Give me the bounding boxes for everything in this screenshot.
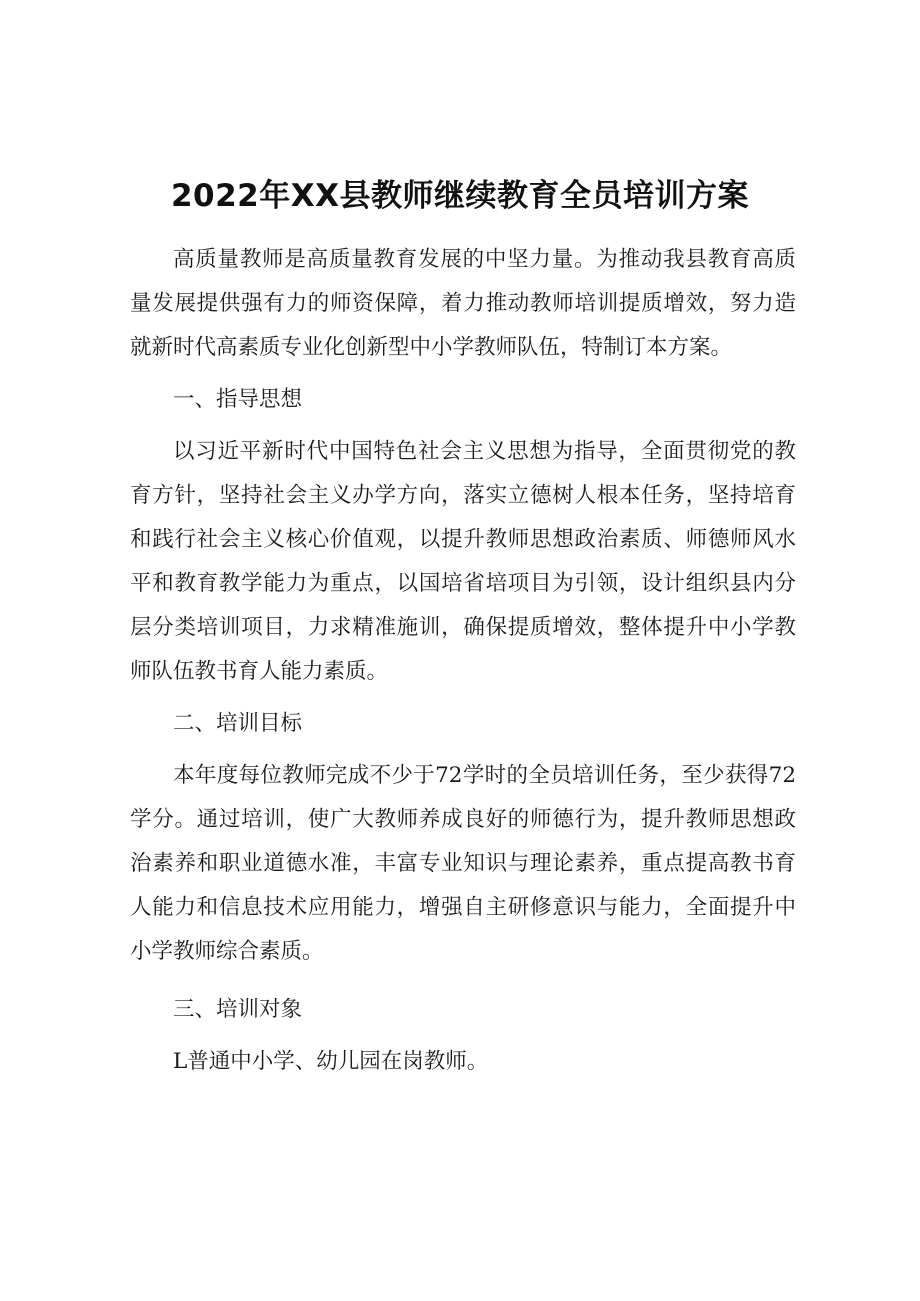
section-heading-training-targets: 三、培训对象: [173, 997, 303, 1022]
section-heading-guiding-ideology: 一、指导思想: [173, 387, 303, 412]
section-paragraph-guiding-ideology: 以习近平新时代中国特色社会主义思想为指导，全面贯彻党的教育方针，坚持社会主义办学方向，落实立德树人根本任务，坚持培育和践行社会主义核心价值观，以提升教师思想政治素质、师德师风水平和教育教学能力为重点，以国培省培项目为引领，设计组织县内分层分类培训项目，力求精准施训，确保提质增效，整体提升中小学教师队伍教书育人能力素质。: [130, 439, 796, 684]
document-body: [130, 238, 796, 1084]
document-title: 2022年XX县教师继续教育全员培训方案: [170, 178, 750, 214]
intro-paragraph: 高质量教师是高质量教育发展的中坚力量。为推动我县教育高质量发展提供强有力的师资保障，着力推动教师培训提质增效，努力造就新时代高素质专业化创新型中小学教师队伍，特制订本方案。: [130, 247, 796, 360]
section-paragraph-training-goals: 本年度每位教师完成不少于72学时的全员培训任务，至少获得72学分。通过培训，使广大教师养成良好的师德行为，提升教师思想政治素养和职业道德水准，丰富专业知识与理论素养，重点提高教书育人能力和信息技术应用能力，增强自主研修意识与能力，全面提升中小学教师综合素质。: [130, 763, 796, 964]
section-paragraph-training-targets: L普通中小学、幼儿园在岗教师。: [173, 1049, 489, 1074]
section-heading-training-goals: 二、培训目标: [173, 711, 303, 736]
